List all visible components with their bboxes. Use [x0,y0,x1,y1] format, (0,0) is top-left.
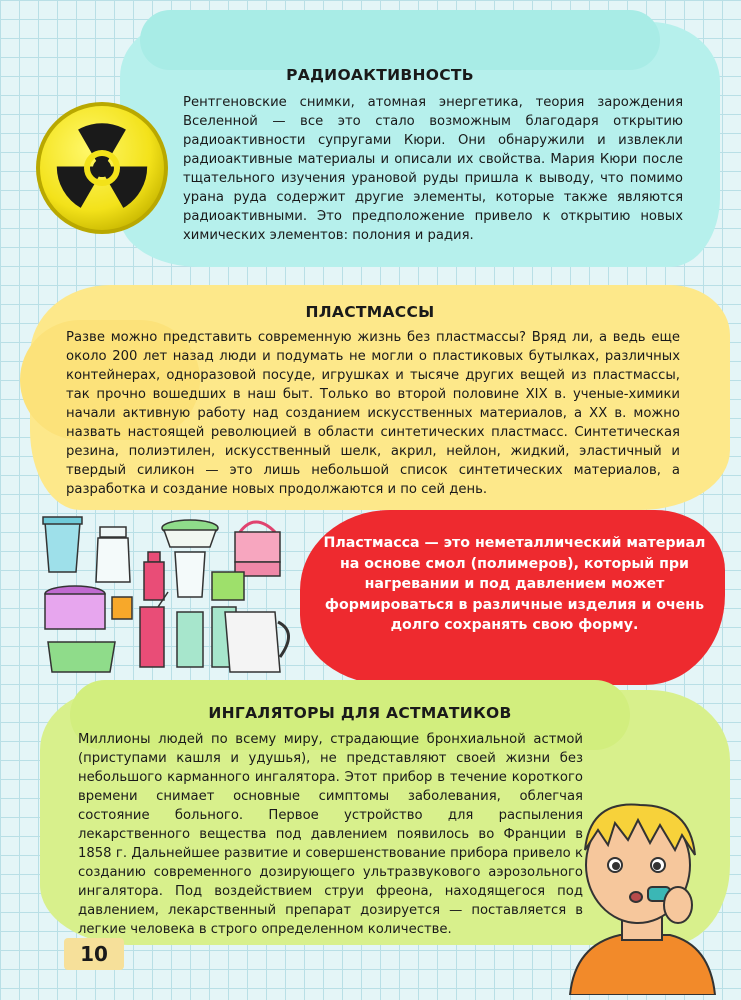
plastics-definition-callout: Пластмасса — это неметаллический материал на основе смол (полимеров), который при нагревании и под давлением может формироваться в различные изделия и очень долго сохранять свою форму. [323,535,706,633]
plastics-title: ПЛАСТМАССЫ [305,303,435,321]
radioactivity-text: Рентгеновские снимки, атомная энергетика, теория зарождения Вселенной — все это стало возможным благодаря открытию радиоактивности супругами Кюри. Они обнаружили и извлекли радиоактивные материалы и описали их свойства. Мария Кюри после тщательного изучения урановой руды пришла к выводу, что помимо урана руда содержит другие элементы, которые также являются радиоактивными. Это предположение привело к открытию новых химических элементов: полония и радия. [183,95,683,243]
boy-with-inhaler-illustration [550,795,725,995]
inhalers-title: ИНГАЛЯТОРЫ ДЛЯ АСТМАТИКОВ [208,704,512,722]
page-number-text: 10 [80,942,108,966]
plastic-containers-illustration [40,512,300,677]
plastics-text: Разве можно представить современную жизнь без пластмассы? Вряд ли, а ведь еще около 200 лет назад люди и подумать не могли о пластиковых бутылках, различных контейнерах, одноразовой посуде, игрушках и тысяче других вещей из пластмассы, так прочно вошедших в наш быт. Только во второй половине XIX в. ученые-химики начали активную работу над созданием искусственных материалов, а XX в. можно назвать настоящей революцией в области синтетических пластмасс. Синтетическая резина, полиэтилен, искусственный шелк, акрил, нейлон, жидкий, эластичный и твердый силикон — это лишь небольшой список синтетических материалов, а разработка и создание новых продолжаются и по сей день. [66,330,680,497]
page-number [64,938,124,970]
radioactivity-title: РАДИОАКТИВНОСТЬ [286,66,474,84]
radiation-symbol-icon [32,98,172,238]
inhalers-text: Миллионы людей по всему миру, страдающие бронхиальной астмой (приступами кашля и удушья), не представляют своей жизни без небольшого карманного ингалятора. Этот прибор в течение короткого времени снимает основные симптомы заболевания, облегчая состояние больного. Первое устройство для распыления лекарственного вещества под давлением появилось во Франции в 1858 г. Дальнейшее развитие и совершенствование прибора привело к созданию современного дозирующего ультразвукового аэрозольного ингалятора. Под воздействием струи фреона, находящегося под давлением, лекарственный препарат дозируется — поставляется в легкие человека в строго определенном количестве. [78,732,583,937]
radioactivity-background-top [140,10,660,70]
